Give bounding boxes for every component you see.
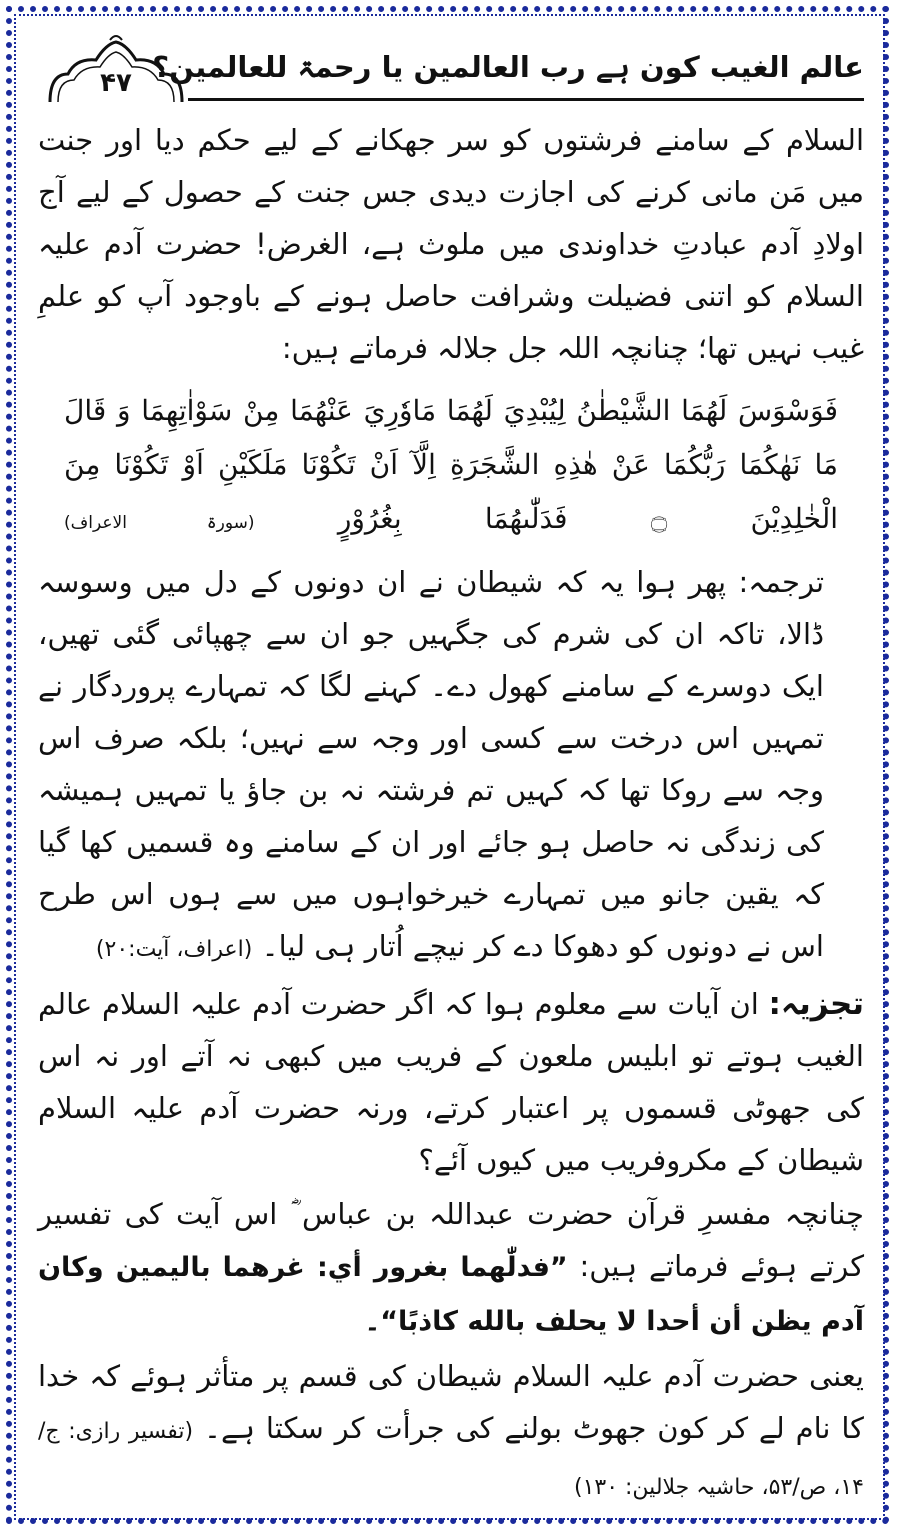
conclusion-reference: (تفسیر رازی: ج/۱۴، ص/۵۳، حاشیہ جلالین: ۱۳۰) (38, 1419, 864, 1500)
tafsir-arabic-quote: ”فدلّٰهما بغرور أي: غرهما باليمين وكان آدم يظن أن أحدا لا يحلف بالله كاذبًا“۔ (38, 1252, 864, 1337)
page-number-badge (46, 34, 186, 106)
translation-text: پھر ہوا یہ کہ شیطان نے ان دونوں کے دل میں وسوسہ ڈالا، تاکہ ان کی شرم کی جگہیں جو ان سے چھپائی گئی تھیں، ایک دوسرے کے سامنے کھول دے۔ کہنے لگا کہ تمہارے پروردگار نے تمہیں اس درخت سے کسی اور وجہ سے نہیں؛ بلکہ صرف اس وجہ سے روکا تھا کہ کہیں تم فرشتہ نہ بن جاؤ یا تمہیں ہمیشہ کی زندگی نہ حاصل ہو جائے اور ان کے سامنے وہ قسمیں کھا گیا کہ یقین جانو میں تمہارے خیرخواہوں میں سے ہوں اس طرح اس نے دونوں کو دھوکا دے کر نیچے اُتار ہی لیا۔ (38, 565, 824, 963)
quran-verse (38, 384, 864, 550)
page-number: ۴۷ (100, 68, 132, 98)
page-header (38, 34, 864, 112)
quran-reference: (سورۃ الاعراف) (64, 513, 255, 533)
conclusion-paragraph (38, 1350, 864, 1514)
translation-block (38, 556, 864, 976)
running-title: عالم الغیب کون ہے رب العالمین یا رحمۃ للعالمین؟ (152, 50, 864, 84)
header-rule (188, 98, 864, 101)
translation-label: ترجمہ: (738, 565, 825, 599)
analysis-text: ان آیات سے معلوم ہوا کہ اگر حضرت آدم علیہ السلام عالم الغیب ہوتے تو ابلیس ملعون کے فریب میں کبھی نہ آتے اور نہ اس کی جھوٹی قسموں پر اعتبار کرتے، ورنہ حضرت آدم علیہ السلام شیطان کے مکروفریب میں کیوں آئے؟ (38, 987, 864, 1177)
page-content (38, 34, 864, 1504)
tafsir-intro: چنانچہ مفسرِ قرآن حضرت عبداللہ بن عباس ؓ اس آیت کی تفسیر کرتے ہوئے فرماتے ہیں: (38, 1197, 865, 1283)
analysis-label: تجزیہ: (768, 986, 864, 1022)
intro-paragraph: السلام کے سامنے فرشتوں کو سر جھکانے کے لیے حکم دیا اور جنت میں مَن مانی کرنے کی اجازت دیدی جس جنت کے حصول کے لیے آج اولادِ آدم عبادتِ خداوندی میں ملوث ہے، الغرض! حضرت آدم علیہ السلام کو اتنی فضیلت وشرافت حاصل ہونے کے باوجود آپ کو علمِ غیب نہیں تھا؛ چنانچہ اللہ جل جلالہ فرماتے ہیں: (38, 123, 864, 365)
translation-reference: (اعراف، آیت:۲۰) (95, 937, 253, 962)
quran-verse-text: فَوَسْوَسَ لَهُمَا الشَّيْطٰنُ لِيُبْدِيَ لَهُمَا مَاوٗرِيَ عَنْهُمَا مِنْ سَوْاٰتِهِمَا وَ قَالَ مَا نَهٰكُمَا رَبُّكُمَا عَنْ هٰذِهِ الشَّجَرَةِ اِلَّآ اَنْ تَكُوْنَا مَلَكَيْنِ اَوْ تَكُوْنَا مِنَ الْخٰلِدِيْنَ ۝ فَدَلّٰىهُمَا بِغُرُوْرٍ (64, 394, 839, 535)
analysis-paragraph (38, 978, 864, 1186)
tafsir-paragraph (38, 1188, 864, 1348)
conclusion-text: یعنی حضرت آدم علیہ السلام شیطان کی قسم پر متأثر ہوئے کہ خدا کا نام لے کر کون جھوٹ بولنے کی جرأت کر سکتا ہے۔ (38, 1359, 864, 1445)
